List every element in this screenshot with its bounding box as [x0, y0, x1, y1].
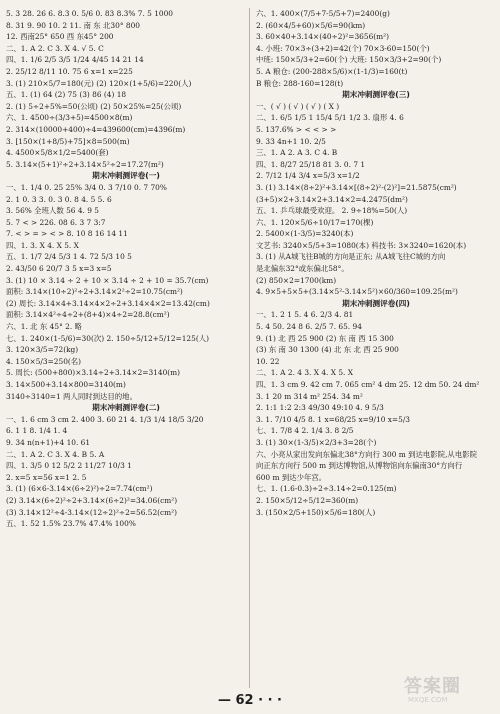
- left-answer-line: 5. 3 28. 26 6. 8.3 0. 5/6 0. 83 8.3% 7. 5 1000: [6, 9, 173, 18]
- right-answer-line: 向正东方向行 500 m 到达博物馆,从博物馆向东偏南30°方向行: [256, 461, 463, 471]
- right-answer-line: 9. 33 4n+1 10. 2/5: [256, 136, 326, 146]
- left-answer-line: 2. (1) 5÷2+5%=50(公顷) (2) 50×25%=25(公顷): [6, 101, 182, 111]
- right-answer-line: 10. 22: [256, 356, 280, 366]
- right-answer-line: 2. 150×5/12÷5/12=360(m): [256, 495, 359, 505]
- right-answer-line: 3. (150×2/5+150)×5/6=180(人): [256, 507, 376, 517]
- left-answer-line: 六、1. 4500÷(3/3+5)=4500×8(m): [6, 113, 133, 123]
- left-answer-line: 四、1. 3/5 0 12 5/2 2 11/27 10/3 1: [6, 461, 132, 471]
- right-answer-line: 4. 小班: 70×3÷(3+2)=42(个) 70×3-60=150(个): [256, 43, 430, 53]
- right-answer-line: (3+5)×2+3.14×2+3.14×2=4.2475(dm²): [256, 194, 408, 204]
- left-answer-line: 3. 56% 全班人数 56 4. 9 5: [6, 206, 99, 216]
- right-answer-line: 600 m 到达少年宫。: [256, 472, 327, 482]
- left-answer-line: 面积: 3.14×(10÷2)²÷2+3.14×2²÷2=10.75(cm²): [6, 287, 183, 297]
- left-answer-line: 2. 1 0. 3 3. 0. 3 0. 8 4. 5 5. 6: [6, 194, 112, 204]
- right-answer-line: 七、1. 7/8 4 2. 1/4 3. 8 2/5: [256, 426, 354, 436]
- right-answer-line: 是北偏东32°或东偏北58°。: [256, 264, 349, 274]
- right-answer-line: 六、1. 120×5/6÷10/17=170(棵): [256, 217, 374, 227]
- right-column: [256, 8, 496, 518]
- right-answer-line: 文艺书: 3240×5/5+3=1080(本) 科技书: 3×3240=1620(本): [256, 240, 467, 250]
- left-answer-line: 5. 3.14×(5+1)²÷2+3.14×5²÷2=17.27(m²): [6, 159, 164, 169]
- right-answer-line: 3. 1. 7/10 4/5 8. 1 x=68/25 x=9/10 x=5/3: [256, 414, 411, 424]
- left-answer-line: 3. (1) (6×6-3.14×(6÷2)²)÷2=7.74(cm²): [6, 484, 153, 494]
- left-answer-line: 一、1. 1/4 0. 25 25% 3/4 0. 3 7/10 0. 7 70%: [6, 182, 167, 192]
- left-answer-line: (3) 3.14×12²÷4-3.14×(12÷2)²÷2=56.52(cm²): [6, 507, 178, 517]
- right-answer-line: 3. 60×40+3.14×(40÷2)²=3656(m²): [256, 32, 390, 42]
- right-answer-line: 七、1. (1.6-0.3)÷2÷3.14÷2=0.125(m): [256, 484, 397, 494]
- left-answer-line: 2. 314×(10000+400)÷4=439600(cm)=4396(m): [6, 124, 186, 134]
- right-answer-line: 五、1. 乒乓球最受欢迎。 2. 9÷18%=50(人): [256, 206, 408, 216]
- right-answer-line: 3. (1) 3.14×(8÷2)²+3.14×[(8÷2)²-(2)²]=21.5875(cm²): [256, 182, 457, 192]
- left-answer-line: 2. x=5 x=56 x=1 2. 5: [6, 472, 87, 482]
- left-answer-line: (2) 3.14×(6÷2)²÷2+3.14×(6÷2)²=34.06(cm²): [6, 495, 178, 505]
- left-answer-line: 2. 25/12 8/11 10. 75 6 x=1 x=225: [6, 66, 133, 76]
- left-answer-line: 五、1. (1) 64 (2) 75 (3) 86 (4) 18: [6, 90, 127, 100]
- right-answer-line: (3) 东 南 30 1300 (4) 北 东 北 西 25 900: [256, 345, 399, 355]
- left-answer-line: 3140÷3140=1 两人同时到达目的地。: [6, 391, 137, 401]
- right-answer-line: 4. 9×5+5×5+(3.14×5²-3.14×5²)×60/360=109.25(m²): [256, 287, 458, 297]
- right-answer-line: 3. 1 20 m 314 m² 254. 34 m²: [256, 391, 363, 401]
- right-answer-line: 二、1. 6/5 1/5 1 15/4 5/1 1/2 3. 扇形 4. 6: [256, 113, 404, 123]
- right-answer-line: 三、1. A 2. A 3. C 4. B: [256, 148, 338, 158]
- right-answer-line: 3. (1) 从A城飞往B城的方向是正东; 从A城飞往C城的方向: [256, 252, 446, 262]
- left-answer-line: 9. 34 n(n+1)+4 10. 61: [6, 437, 91, 447]
- left-answer-line: 一、1. 6 cm 3 cm 2. 400 3. 60 21 4. 1/3 1/4 18/5 3/20: [6, 414, 204, 424]
- right-answer-line: 5. A 粮仓: (200-288×5/6)×(1-1/3)=160(t): [256, 66, 408, 76]
- right-answer-line: B 粮仓: 288-160=128(t): [256, 78, 344, 88]
- left-answer-line: 六、1. 北 东 45° 2. 略: [6, 322, 82, 332]
- left-answer-line: 6. 1 1 8. 1/4 1. 4: [6, 426, 68, 436]
- watermark-text: 答案圈: [404, 676, 461, 697]
- right-answer-line: 四、1. 8/27 25/18 81 3. 0. 7 1: [256, 159, 366, 169]
- right-answer-line: 六、1. 400×(7/5+7-5/5+7)=2400(g): [256, 9, 390, 18]
- right-answer-line: 六、小亮从家出发向东偏北38°方向行 300 m 到达电影院,从电影院: [256, 449, 477, 459]
- left-answer-line: 5. 周长: (500+800)×3.14÷2+3.14×2=3140(m): [6, 368, 181, 378]
- left-answer-line: 7. < > = > < > 8. 10 8 16 14 11: [6, 229, 128, 239]
- section-heading: 期末冲刺测评卷(三): [342, 90, 410, 100]
- left-answer-line: 五、1. 1/7 2/4 5/3 1 4. 72 5/3 10 5: [6, 252, 132, 262]
- left-answer-line: 3. 14×500+3.14×800=3140(m): [6, 380, 126, 389]
- left-answer-line: 面积: 3.14×4²÷4÷2+(8+4)×4÷2=28.8(cm²): [6, 310, 170, 320]
- watermark-url: MXQE.COM: [408, 696, 448, 704]
- left-answer-line: 五、1. 52 1.5% 23.7% 47.4% 100%: [6, 519, 136, 529]
- left-answer-line: 4. 4500×5/8×1/2=5400(套): [6, 148, 109, 158]
- right-answer-line: 2. 7/12 1/4 3/4 x=5/3 x=1/2: [256, 171, 360, 181]
- left-answer-line: 四、1. 1/6 2/5 3/5 1/24 4/45 14 21 14: [6, 55, 144, 65]
- right-answer-line: 5. 137.6% > < < > >: [256, 124, 337, 134]
- column-divider: [249, 8, 250, 688]
- right-answer-line: 一、1. 2 1 5. 4 6. 2/3 4. 81: [256, 310, 354, 320]
- page-number: — 62 · · ·: [217, 693, 282, 708]
- right-answer-line: 中班: 150×5/3+2=60(个) 大班: 150×3/3+2=90(个): [256, 55, 442, 65]
- left-answer-line: 8. 31 9. 90 10. 2 11. 南 东 北30° 800: [6, 20, 140, 30]
- left-answer-line: 七、1. 240×(1-5/6)=30(次) 2. 150÷5/12+5/12=125(人): [6, 333, 209, 343]
- left-answer-line: 5. 7 < > 226. 08 6. 3 7 3:7: [6, 217, 106, 227]
- left-answer-line: 二、1. A 2. C 3. X 4. B 5. A: [6, 449, 105, 459]
- right-answer-line: 2. 5400×(1-3/5)=3240(本): [256, 229, 354, 239]
- right-answer-line: 2. (60×4/5+60)×5/6=90(km): [256, 20, 366, 30]
- section-heading: 期末冲刺测评卷(四): [342, 298, 410, 308]
- left-answer-line: (2) 周长: 3.14×4+3.14×4×2÷2+3.14×4×2=13.42(cm): [6, 298, 210, 308]
- left-answer-line: 二、1. A 2. C 3. X 4. √ 5. C: [6, 43, 104, 53]
- right-answer-line: 9. (1) 北 西 25 900 (2) 东 南 西 15 300: [256, 333, 394, 343]
- left-answer-line: 3. [150×(1+8/5)+75]×8=500(m): [6, 136, 130, 146]
- left-answer-line: 3. 120×3/5=72(kg): [6, 345, 79, 355]
- left-answer-line: 2. 43/50 6 20/7 3 5 x=3 x=5: [6, 264, 112, 274]
- section-heading: 期末冲刺测评卷(一): [92, 171, 160, 181]
- left-answer-line: 3. (1) 10 × 3.14 ÷ 2 + 10 × 3.14 ÷ 2 + 10 = 35.7(cm): [6, 275, 209, 285]
- left-answer-line: 四、1. 3. X 4. X 5. X: [6, 240, 79, 250]
- right-answer-line: 5. 4 50. 24 8 6. 2/5 7. 65. 94: [256, 322, 362, 332]
- watermark-logo: [404, 670, 492, 710]
- left-answer-line: 3. (1) 210×5/7=180(元) (2) 120×(1+5/6)=220(人): [6, 78, 192, 88]
- right-answer-line: 2. 1:1 1:2 2:3 49/30 49:10 4. 9 5/3: [256, 403, 384, 413]
- left-answer-line: 12. 西南25° 650 西 东45° 200: [6, 32, 114, 42]
- right-answer-line: 四、1. 3 cm 9. 42 cm 7. 065 cm² 4 dm 25. 12 dm 50. 24 dm²: [256, 380, 480, 389]
- left-column: [6, 8, 246, 530]
- right-answer-line: 3. (1) 30×(1-3/5)×2/3+3=28(个): [256, 437, 377, 447]
- section-heading: 期末冲刺测评卷(二): [92, 403, 160, 413]
- right-answer-line: 一、( √ ) ( √ ) ( √ ) ( X ): [256, 101, 340, 111]
- right-answer-line: (2) 850×2=1700(km): [256, 275, 337, 285]
- right-answer-line: 二、1. A 2. 4 3. X 4. X 5. X: [256, 368, 354, 378]
- left-answer-line: 4. 150×5/3=250(名): [6, 356, 82, 366]
